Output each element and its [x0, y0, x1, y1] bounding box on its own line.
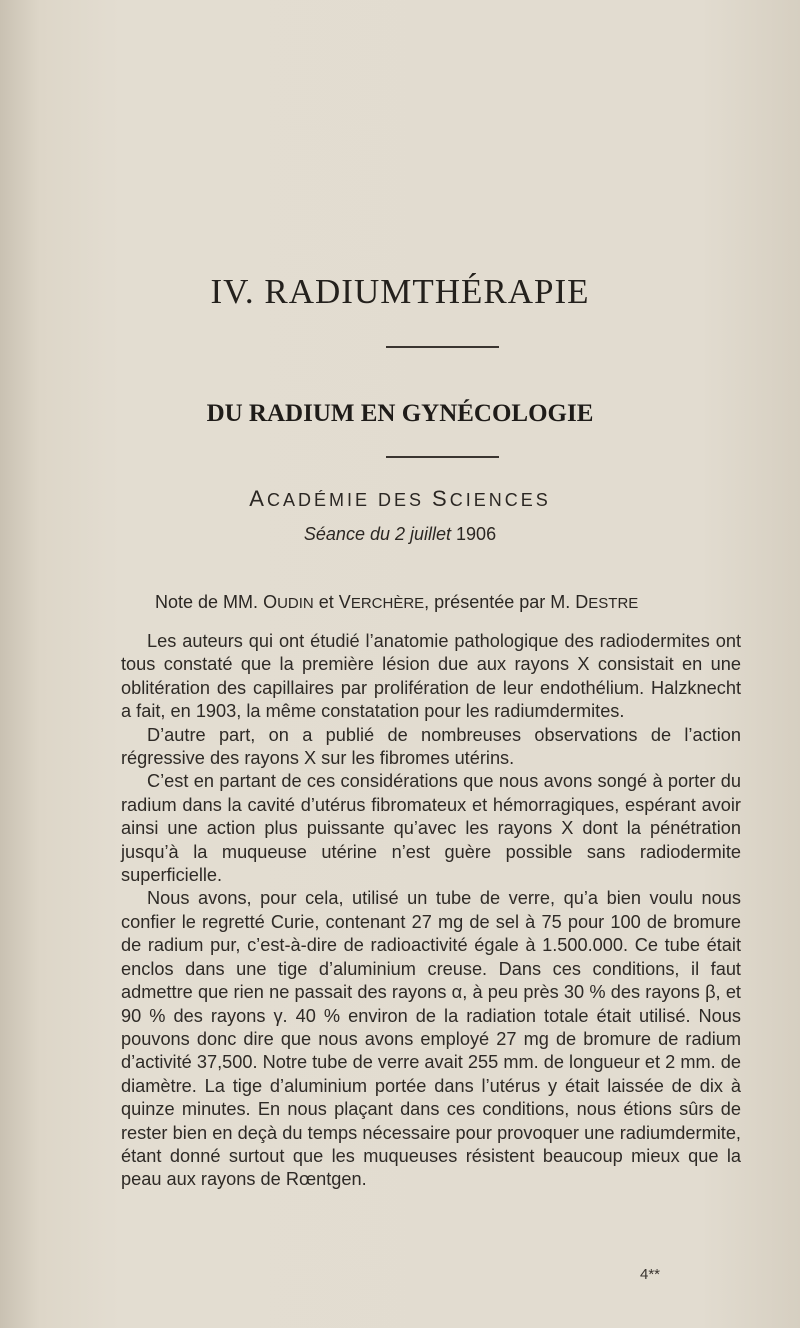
paragraph: Les auteurs qui ont étudié l’anatomie pathologique des radiodermites ont tous constaté que la première lésion due aux rayons X consistait en une oblitération des capillaires par prolifération de leur endothélium. Halzknecht a fait, en 1903, la même constatation pour les radiumdermites.	[121, 631, 741, 722]
rule-bottom	[386, 456, 499, 458]
section-title: IV. RADIUMTHÉRAPIE	[210, 272, 590, 311]
signature-mark: 4**	[640, 1266, 661, 1283]
paragraph: D’autre part, on a publié de nombreuses observations de l’action régressive des rayons X sur les fibromes utérins.	[121, 724, 741, 769]
session-date: Séance du 2 juillet 1906	[303, 524, 497, 544]
body-text	[121, 630, 741, 1192]
rule-top	[386, 346, 499, 348]
paragraph: C’est en partant de ces considérations que nous avons songé à porter du radium dans la cavité d’utérus fibromateux et hémorragiques, espérant avoir ainsi une action plus puissante qu’avec les rayons X dont la pénétration jusqu’à la muqueuse utérine n’est guère possible sans radiodermite superficielle.	[121, 771, 741, 886]
academy-heading: ACADÉMIE DES SCIENCES	[249, 486, 551, 511]
paragraph: Nous avons, pour cela, utilisé un tube de verre, qu’a bien voulu nous confier le regretté Curie, contenant 27 mg de sel à 75 pour 100 de bromure de radium pur, c’est-à-dire de radioactivité égale à 1.500.000. Ce tube était enclos dans une tige d’aluminium creuse. Dans ces conditions, il faut admettre que rien ne passait des rayons α, à peu près 30 % des rayons β, et 90 % des rayons γ. 40 % environ de la radiation totale était utilisé. Nous pouvons donc dire que nous avons employé 27 mg de bromure de radium d’activité 37,500. Notre tube de verre avait 255 mm. de longueur et 2 mm. de diamètre. La tige d’aluminium portée dans l’utérus y était laissée de dix à quinze minutes. En nous plaçant dans ces conditions, nous étions sûrs de rester bien en deçà du temps nécessaire pour provoquer une radiumdermite, étant donné surtout que les muqueuses résistent beaucoup mieux que la peau aux rayons de Rœntgen.	[121, 888, 741, 1190]
note-authors: Note de MM. OUDIN et VERCHÈRE, présentée par M. DESTRE	[155, 592, 639, 612]
article-title: DU RADIUM EN GYNÉCOLOGIE	[206, 400, 594, 427]
